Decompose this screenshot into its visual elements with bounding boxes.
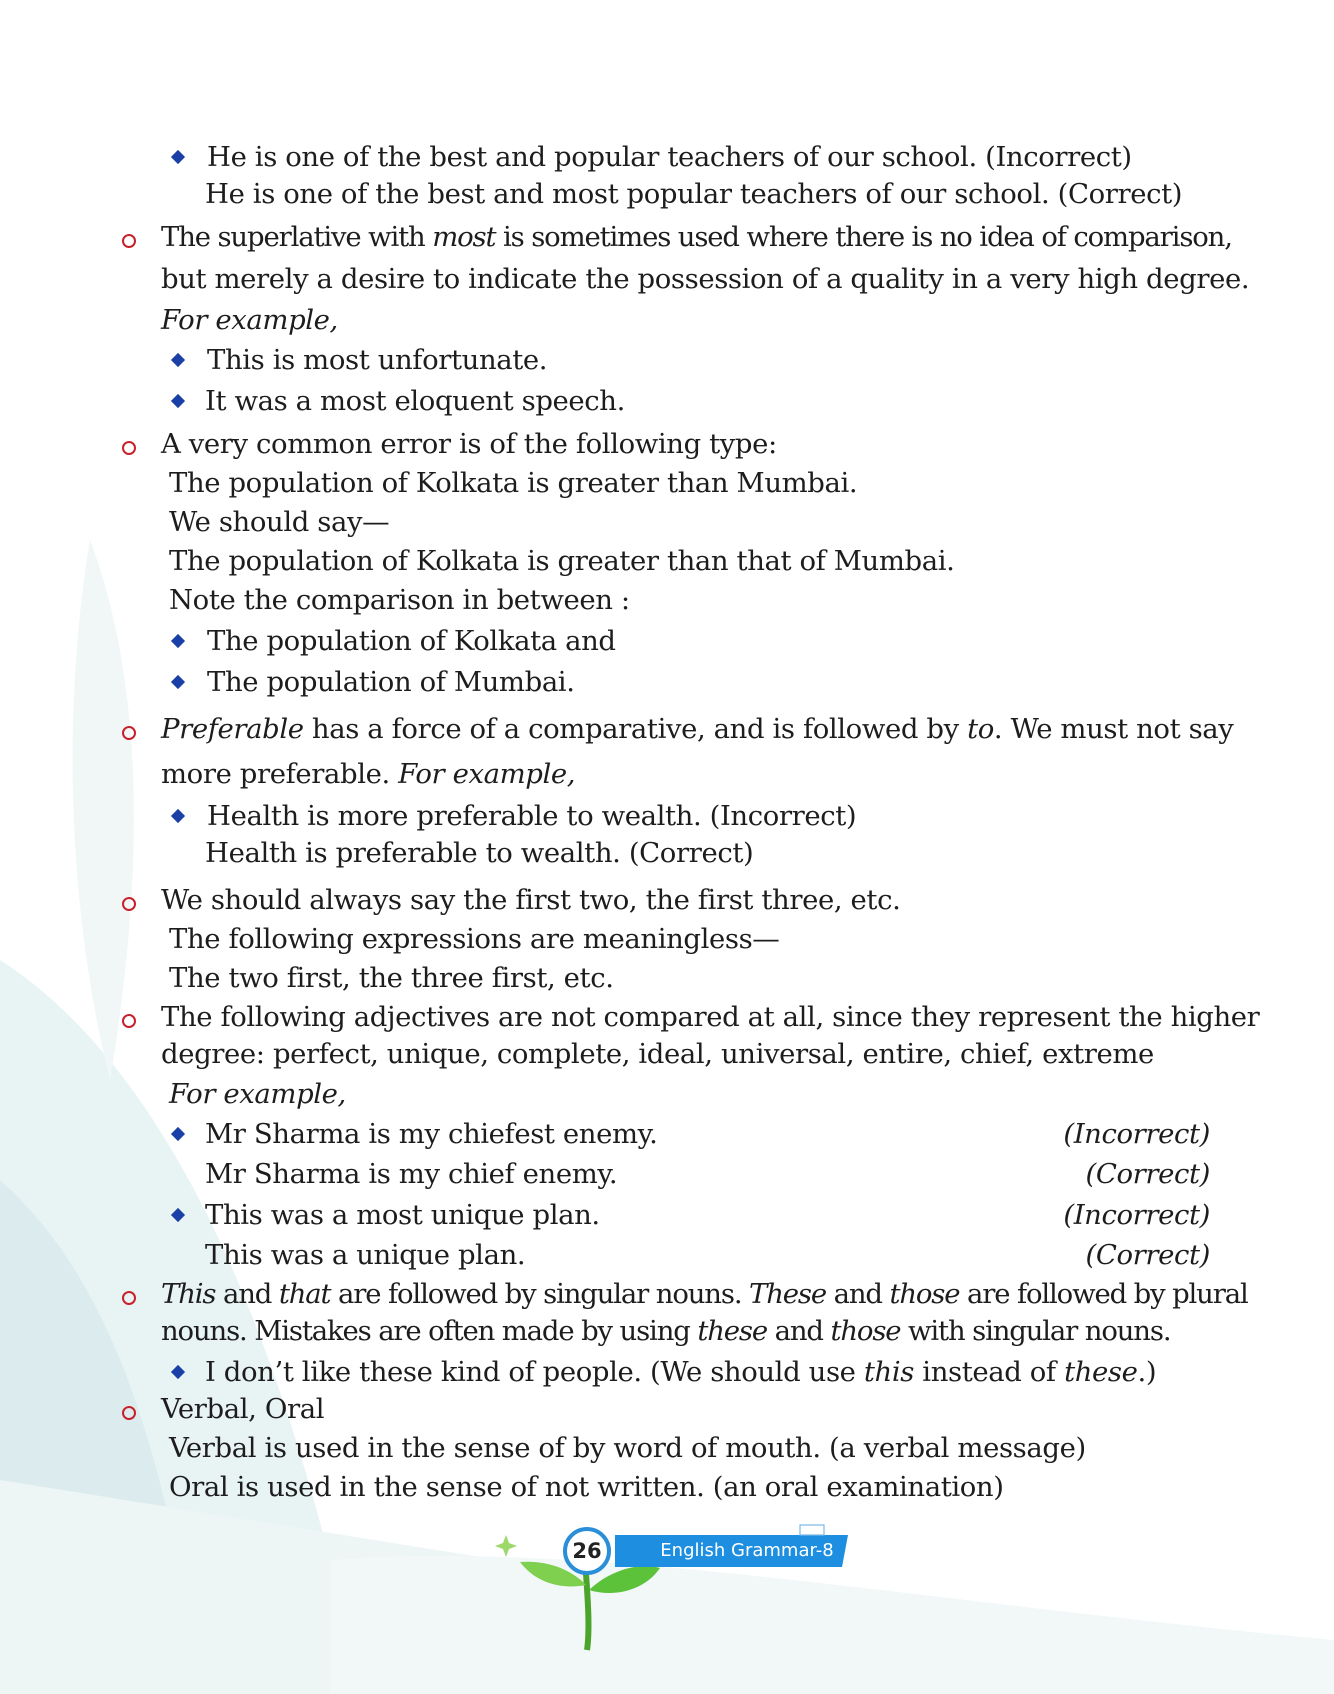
correct-label: (Correct): [1085, 1239, 1210, 1271]
text-line: Oral is used in the sense of not written. (an oral examination): [169, 1471, 1004, 1503]
text-line: Health is more preferable to wealth. (Incorrect): [207, 800, 857, 832]
text-line: Verbal, Oral: [161, 1393, 325, 1425]
text-line: The population of Kolkata and: [207, 625, 616, 657]
text-line: We should say—: [169, 506, 390, 538]
text-line: The following expressions are meaningless—: [169, 923, 780, 955]
circle-bullet-icon: [122, 234, 136, 248]
text-line: This and that are followed by singular nouns. These and those are followed by plural: [161, 1278, 1248, 1310]
text-line: more preferable. For example,: [161, 758, 576, 790]
diamond-bullet-icon: [171, 1208, 185, 1222]
text-line: He is one of the best and most popular teachers of our school. (Correct): [205, 178, 1183, 210]
diamond-bullet-icon: [171, 634, 185, 648]
diamond-bullet-icon: [171, 353, 185, 367]
text-line: The two first, the three first, etc.: [169, 962, 614, 994]
text-line: Mr Sharma is my chief enemy.: [205, 1158, 618, 1190]
text-line: The population of Kolkata is greater than Mumbai.: [169, 467, 858, 499]
diamond-bullet-icon: [171, 150, 185, 164]
text-line: I don’t like these kind of people. (We should use this instead of these.): [205, 1356, 1157, 1388]
book-title: English Grammar-8: [660, 1540, 834, 1561]
diamond-bullet-icon: [171, 1365, 185, 1379]
diamond-bullet-icon: [171, 809, 185, 823]
text-line: but merely a desire to indicate the possession of a quality in a very high degree.: [161, 263, 1250, 295]
text-line: The following adjectives are not compared at all, since they represent the higher: [161, 1001, 1260, 1033]
correct-label: (Correct): [1085, 1158, 1210, 1190]
diamond-bullet-icon: [171, 1127, 185, 1141]
text-line: Note the comparison in between :: [169, 584, 630, 616]
sparkle-icon: [495, 1535, 517, 1557]
text-line: Mr Sharma is my chiefest enemy.: [205, 1118, 658, 1150]
text-line: This was a most unique plan.: [205, 1199, 600, 1231]
text-line: nouns. Mistakes are often made by using these and those with singular nouns.: [161, 1315, 1171, 1347]
text-line: It was a most eloquent speech.: [205, 385, 625, 417]
diamond-bullet-icon: [171, 394, 185, 408]
circle-bullet-icon: [122, 1406, 136, 1420]
text-line: Verbal is used in the sense of by word of mouth. (a verbal message): [169, 1432, 1086, 1464]
text-line: degree: perfect, unique, complete, ideal, universal, entire, chief, extreme: [161, 1038, 1154, 1070]
text-line: This was a unique plan.: [205, 1239, 526, 1271]
text-line: The population of Mumbai.: [207, 666, 575, 698]
text-line: For example,: [161, 304, 338, 336]
page-number: 26: [572, 1539, 602, 1563]
text-line: A very common error is of the following type:: [161, 428, 777, 460]
text-line: We should always say the first two, the first three, etc.: [161, 884, 901, 916]
circle-bullet-icon: [122, 726, 136, 740]
text-line: The population of Kolkata is greater than that of Mumbai.: [169, 545, 955, 577]
text-line: This is most unfortunate.: [207, 344, 548, 376]
incorrect-label: (Incorrect): [1063, 1199, 1210, 1231]
diamond-bullet-icon: [171, 675, 185, 689]
building-icon: [800, 1525, 824, 1535]
text-line: The superlative with most is sometimes used where there is no idea of comparison,: [161, 221, 1232, 253]
text-line: Preferable has a force of a comparative, and is followed by to. We must not say: [161, 713, 1234, 745]
circle-bullet-icon: [122, 897, 136, 911]
circle-bullet-icon: [122, 1014, 136, 1028]
circle-bullet-icon: [122, 441, 136, 455]
text-line: For example,: [169, 1078, 346, 1110]
text-line: He is one of the best and popular teachers of our school. (Incorrect): [207, 141, 1132, 173]
text-line: Health is preferable to wealth. (Correct): [205, 837, 754, 869]
incorrect-label: (Incorrect): [1063, 1118, 1210, 1150]
circle-bullet-icon: [122, 1291, 136, 1305]
